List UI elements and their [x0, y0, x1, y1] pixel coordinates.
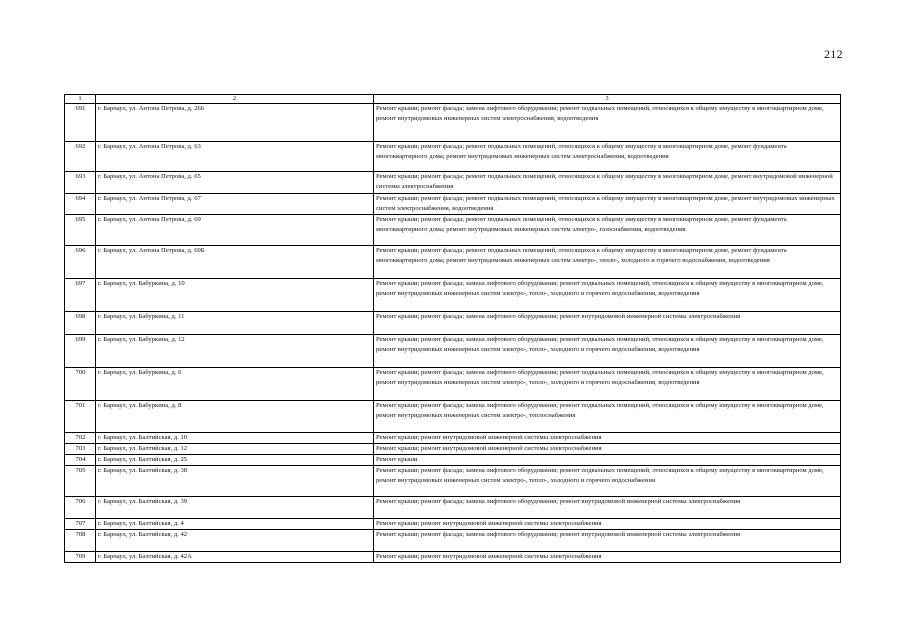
row-works: Ремонт крыши; ремонт фасада; замена лифтового оборудования; ремонт подвальных помещений, относящихся к общему имуществу в многоквартирном доме, ремонт внутридомовых инженерных систем электро-, тепло-, холодного и горячего водоснабжения, водоотведения: [374, 279, 841, 312]
row-number: 699: [65, 335, 96, 368]
row-works: Ремонт крыши; ремонт внутридомовой инженерной системы электроснабжения: [374, 433, 841, 444]
row-works: Ремонт крыши; ремонт внутридомовой инженерной системы электроснабжения: [374, 519, 841, 530]
row-works: Ремонт крыши; ремонт фасада; замена лифтового оборудования; ремонт подвальных помещений, относящихся к общему имуществу в многоквартирном доме, ремонт внутридомовых инженерных систем электро-, теплоснабжения: [374, 401, 841, 433]
row-address: г. Барнаул, ул. Антона Петрова, д. 67: [96, 194, 374, 215]
row-number: 706: [65, 497, 96, 519]
row-number: 708: [65, 530, 96, 552]
table-row: [65, 466, 841, 497]
row-works: Ремонт крыши; ремонт фасада; замена лифтового оборудования; ремонт внутридомовой инженерной системы электроснабжения: [374, 497, 841, 519]
row-number: 691: [65, 104, 96, 142]
row-address: г. Барнаул, ул. Антона Петрова, д. 63: [96, 142, 374, 172]
row-address: г. Барнаул, ул. Балтийская, д. 42А: [96, 552, 374, 563]
table-row: [65, 279, 841, 312]
row-address: г. Барнаул, ул. Балтийская, д. 39: [96, 497, 374, 519]
row-works: Ремонт крыши; ремонт фасада; замена лифтового оборудования; ремонт подвальных помещений, относящихся к общему имуществу в многоквартирном доме, ремонт внутридомовых инженерных систем электро-, тепло-, холодного и горячего водоснабжения, водоотведения: [374, 335, 841, 368]
table-row: [65, 368, 841, 401]
row-number: 704: [65, 455, 96, 466]
table-row: [65, 335, 841, 368]
row-address: г. Барнаул, ул. Антона Петрова, д. 65: [96, 172, 374, 194]
row-works: Ремонт крыши; ремонт фасада; замена лифтового оборудования; ремонт подвальных помещений, относящихся к общему имуществу в многоквартирном доме, ремонт внутридомовых инженерных систем электроснабжения, водоотведения: [374, 104, 841, 142]
row-address: г. Барнаул, ул. Бабуркина, д. 8: [96, 401, 374, 433]
column-header-works: 3: [374, 95, 841, 104]
row-works: Ремонт крыши; ремонт фасада; замена лифтового оборудования; ремонт подвальных помещений, относящихся к общему имуществу в многоквартирном доме, ремонт внутридомовых инженерных систем электро-, тепло-, холодного и горячего водоснабжения, водоотведения: [374, 368, 841, 401]
table-row: [65, 530, 841, 552]
row-address: г. Барнаул, ул. Балтийская, д. 12: [96, 444, 374, 455]
row-works: Ремонт крыши; ремонт фасада; ремонт подвальных помещений, относящихся к общему имуществу в многоквартирном доме, ремонт фундамента многоквартирного дома; ремонт внутридомовых инженерных систем электроснабжения, водоотведения: [374, 142, 841, 172]
row-number: 694: [65, 194, 96, 215]
table-row: [65, 455, 841, 466]
row-number: 705: [65, 466, 96, 497]
table-row: [65, 519, 841, 530]
row-number: 697: [65, 279, 96, 312]
row-works: Ремонт крыши; ремонт фасада; ремонт подвальных помещений, относящихся к общему имуществу в многоквартирном доме, ремонт фундамента многоквартирного дома; ремонт внутридомовых инженерных систем электро-, тепло-, холодного и горячего водоснабжения, водоотведения: [374, 246, 841, 279]
row-number: 696: [65, 246, 96, 279]
row-works: Ремонт крыши; ремонт внутридомовой инженерной системы электроснабжения: [374, 444, 841, 455]
column-header-address: 2: [96, 95, 374, 104]
row-number: 693: [65, 172, 96, 194]
table-row: [65, 104, 841, 142]
row-address: г. Барнаул, ул. Бабуркина, д. 11: [96, 312, 374, 335]
table-header-row: [65, 95, 841, 104]
table-row: [65, 312, 841, 335]
row-address: г. Барнаул, ул. Антона Петрова, д. 69Б: [96, 246, 374, 279]
row-number: 692: [65, 142, 96, 172]
table-row: [65, 194, 841, 215]
row-works: Ремонт крыши; ремонт фасада; ремонт подвальных помещений, относящихся к общему имуществу в многоквартирном доме, ремонт внутридомовых инженерных систем электроснабжения, водоотведения: [374, 194, 841, 215]
row-number: 709: [65, 552, 96, 563]
housing-repair-table: [64, 94, 841, 563]
row-number: 702: [65, 433, 96, 444]
row-number: 700: [65, 368, 96, 401]
row-address: г. Барнаул, ул. Балтийская, д. 38: [96, 466, 374, 497]
table-row: [65, 552, 841, 563]
row-works: Ремонт крыши; ремонт фасада; замена лифтового оборудования; ремонт внутридомовой инженерной системы электроснабжения: [374, 312, 841, 335]
table-row: [65, 444, 841, 455]
row-number: 707: [65, 519, 96, 530]
row-works: Ремонт крыши; ремонт фасада; замена лифтового оборудования; ремонт внутридомовой инженерной системы электроснабжения: [374, 530, 841, 552]
row-address: г. Барнаул, ул. Бабуркина, д. 12: [96, 335, 374, 368]
table-row: [65, 215, 841, 246]
row-works: Ремонт крыши: [374, 455, 841, 466]
row-works: Ремонт крыши; ремонт фасада; ремонт подвальных помещений, относящихся к общему имуществу в многоквартирном доме, ремонт фундамента многоквартирного дома; ремонт внутридомовых инженерных систем электро-, газоснабжения, водоотведения: [374, 215, 841, 246]
table-row: [65, 172, 841, 194]
row-number: 695: [65, 215, 96, 246]
table-row: [65, 433, 841, 444]
row-works: Ремонт крыши; ремонт фасада; замена лифтового оборудования; ремонт подвальных помещений, относящихся к общему имуществу в многоквартирном доме, ремонт внутридомовых инженерных систем электро-, тепло-, холодного и горячего водоснабжения: [374, 466, 841, 497]
page-number: 212: [824, 47, 843, 61]
table-row: [65, 401, 841, 433]
table-row: [65, 246, 841, 279]
row-works: Ремонт крыши; ремонт внутридомовой инженерной системы электроснабжения: [374, 552, 841, 563]
row-address: г. Барнаул, ул. Бабуркина, д. 6: [96, 368, 374, 401]
row-address: г. Барнаул, ул. Балтийская, д. 42: [96, 530, 374, 552]
row-address: г. Барнаул, ул. Антона Петрова, д. 69: [96, 215, 374, 246]
table-row: [65, 497, 841, 519]
row-works: Ремонт крыши; ремонт фасада; ремонт подвальных помещений, относящихся к общему имуществу в многоквартирном доме, ремонт внутридомовой инженерной системы электроснабжения: [374, 172, 841, 194]
column-header-number: 1: [65, 95, 96, 104]
table-body: [65, 104, 841, 563]
row-address: г. Барнаул, ул. Балтийская, д. 10: [96, 433, 374, 444]
row-number: 698: [65, 312, 96, 335]
row-address: г. Барнаул, ул. Балтийская, д. 25: [96, 455, 374, 466]
row-address: г. Барнаул, ул. Антона Петрова, д. 266: [96, 104, 374, 142]
row-address: г. Барнаул, ул. Балтийская, д. 4: [96, 519, 374, 530]
row-number: 701: [65, 401, 96, 433]
row-number: 703: [65, 444, 96, 455]
table-row: [65, 142, 841, 172]
row-address: г. Барнаул, ул. Бабуркина, д. 10: [96, 279, 374, 312]
